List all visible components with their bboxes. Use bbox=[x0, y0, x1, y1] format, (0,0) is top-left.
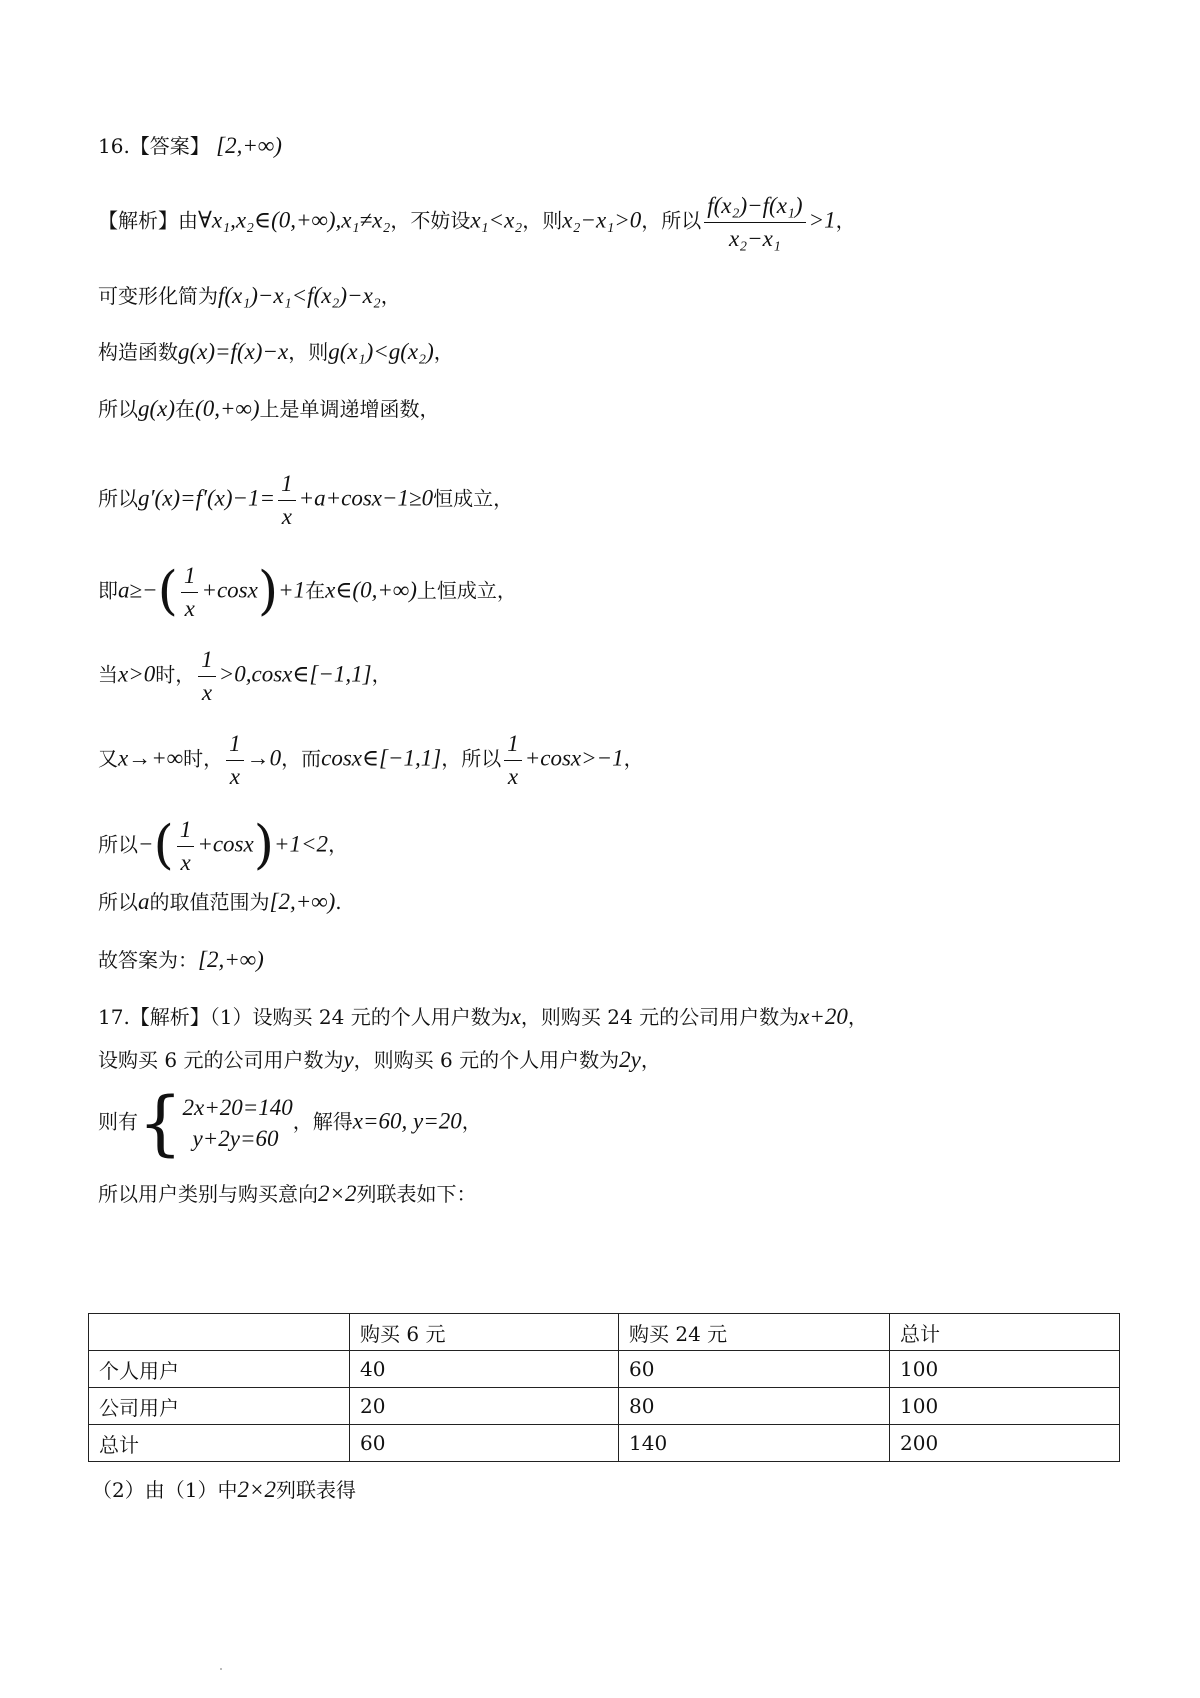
text: 所以用户类别与购买意向 bbox=[98, 1182, 318, 1206]
math-expr: (0,+∞) bbox=[195, 396, 260, 421]
fraction-denominator: x bbox=[507, 763, 519, 789]
text: ， bbox=[461, 1109, 482, 1134]
math-var: y bbox=[343, 1047, 354, 1072]
text: ， bbox=[328, 832, 349, 857]
text: 可变形化简为 bbox=[98, 284, 218, 308]
text: ，所以 bbox=[441, 746, 502, 771]
table-cell: 200 bbox=[890, 1425, 1120, 1462]
equations bbox=[183, 1092, 293, 1154]
q16-analysis-line-9 bbox=[98, 816, 348, 876]
fraction-denominator: x bbox=[229, 763, 240, 789]
q16-analysis-line-3 bbox=[98, 338, 454, 366]
text: . bbox=[335, 890, 342, 914]
math-expr: cosx∈[−1,1] bbox=[321, 745, 442, 771]
equation-1: 2x+20=140 bbox=[182, 1095, 293, 1120]
math-expr: 2×2 bbox=[318, 1181, 357, 1206]
text: 所以 bbox=[98, 397, 138, 421]
table-cell: 100 bbox=[890, 1351, 1120, 1388]
q16-analysis-line-5 bbox=[98, 470, 513, 530]
text: ， bbox=[371, 662, 392, 687]
fraction-denominator: x₂−x₁ bbox=[728, 225, 781, 251]
table-cell: 个人用户 bbox=[89, 1351, 350, 1388]
fraction-numerator: 1 bbox=[198, 646, 216, 677]
math-expr: +1<2 bbox=[274, 831, 329, 857]
math-expr: x→+∞ bbox=[118, 745, 184, 771]
text: ，则购买 24 元的公司用户数为 bbox=[520, 1005, 800, 1029]
math-expr: >0,cosx∈[−1,1] bbox=[218, 661, 372, 687]
text: ， bbox=[623, 746, 644, 771]
table-cell: 购买 6 元 bbox=[350, 1314, 619, 1351]
math-expr: x+20 bbox=[799, 1004, 848, 1029]
table-cell: 公司用户 bbox=[89, 1388, 350, 1425]
text: 所以 bbox=[98, 486, 138, 511]
fraction-denominator: x bbox=[180, 849, 191, 875]
table-row bbox=[89, 1425, 1120, 1462]
math-expr: x>0 bbox=[118, 661, 156, 687]
text: 列联表得 bbox=[275, 1478, 356, 1502]
table-cell: 总计 bbox=[89, 1425, 350, 1462]
text: 则有 bbox=[98, 1109, 138, 1134]
q16-analysis-line-10 bbox=[98, 888, 342, 916]
math-expr: g(x₁)<g(x₂) bbox=[328, 339, 434, 364]
text: 在 bbox=[305, 578, 326, 603]
text: 时， bbox=[155, 662, 196, 687]
left-brace: { bbox=[138, 1082, 183, 1165]
text: 设购买 6 元的公司用户数为 bbox=[98, 1048, 344, 1072]
text: 当 bbox=[98, 662, 118, 687]
fraction-numerator: 1 bbox=[226, 730, 244, 761]
table-row bbox=[89, 1351, 1120, 1388]
table-cell: 60 bbox=[619, 1351, 890, 1388]
q16-answer-label: 16.【答案】 bbox=[98, 134, 210, 158]
text: ，则 bbox=[522, 208, 563, 233]
fraction-numerator: 1 bbox=[504, 730, 522, 761]
solution: x=60, y=20 bbox=[352, 1108, 462, 1134]
q16-analysis-line-4 bbox=[98, 395, 440, 423]
math-expr: g(x) bbox=[138, 396, 176, 421]
fraction bbox=[704, 192, 805, 252]
table-cell: 80 bbox=[619, 1388, 890, 1425]
math-expr: x₂−x₁>0 bbox=[562, 207, 642, 233]
math-expr: >1 bbox=[808, 207, 836, 233]
table-header-row bbox=[89, 1314, 1120, 1351]
fraction-numerator: f(x₂)−f(x₁) bbox=[704, 192, 805, 223]
text: 上是单调递增函数， bbox=[259, 397, 440, 421]
math-expr: ∀x₁,x₂∈(0,+∞),x₁≠x₂ bbox=[198, 207, 391, 233]
math-expr: →0 bbox=[246, 745, 282, 771]
text: ，不妨设 bbox=[390, 208, 471, 233]
math-expr: +cosx bbox=[201, 577, 258, 603]
math-expr: a bbox=[138, 889, 150, 914]
left-paren: ( bbox=[153, 815, 174, 876]
fraction-denominator: x bbox=[184, 595, 195, 621]
math-expr: x₁<x₂ bbox=[470, 207, 523, 233]
fraction bbox=[181, 562, 199, 622]
left-paren: ( bbox=[157, 561, 178, 622]
text: ，所以 bbox=[641, 208, 702, 233]
text: 构造函数 bbox=[98, 340, 178, 364]
text: 列联表如下： bbox=[356, 1182, 477, 1206]
fraction bbox=[226, 730, 244, 790]
fraction bbox=[504, 730, 522, 790]
q16-answer-line bbox=[98, 132, 282, 160]
q16-analysis-line-6 bbox=[98, 562, 517, 622]
text: ， bbox=[433, 340, 454, 364]
text: 故答案为： bbox=[98, 948, 198, 972]
math-expr: [2,+∞) bbox=[198, 947, 264, 972]
text: 在 bbox=[175, 397, 196, 421]
q16-final-answer bbox=[98, 946, 264, 974]
text: （2）由（1）中 bbox=[92, 1478, 238, 1502]
math-expr: f(x₁)−x₁<f(x₂)−x₂ bbox=[218, 283, 381, 308]
math-expr: g(x)=f(x)−x bbox=[178, 339, 289, 364]
table-cell: 140 bbox=[619, 1425, 890, 1462]
text: 上恒成立， bbox=[416, 578, 517, 603]
right-paren: ) bbox=[253, 815, 275, 876]
fraction bbox=[198, 646, 216, 706]
fraction-denominator: x bbox=[201, 679, 213, 705]
q16-analysis-line-2 bbox=[98, 282, 401, 310]
q16-analysis-line-8 bbox=[98, 730, 644, 790]
text: 又 bbox=[98, 746, 118, 771]
table-row bbox=[89, 1388, 1120, 1425]
math-var: x bbox=[510, 1004, 521, 1029]
text: ， bbox=[640, 1048, 661, 1072]
equation-2: y+2y=60 bbox=[192, 1126, 279, 1152]
text: 的取值范围为 bbox=[149, 890, 270, 914]
math-expr: x∈(0,+∞) bbox=[325, 577, 417, 603]
text: ， bbox=[380, 284, 401, 308]
fraction bbox=[278, 470, 296, 530]
text: ，解得 bbox=[292, 1109, 353, 1134]
text: ， bbox=[835, 208, 856, 233]
table-cell: 60 bbox=[350, 1425, 619, 1462]
table-cell: 购买 24 元 bbox=[619, 1314, 890, 1351]
fraction bbox=[177, 816, 195, 876]
math-expr: +cosx bbox=[197, 831, 254, 857]
q17-line-1 bbox=[98, 1003, 868, 1031]
table-cell: 总计 bbox=[890, 1314, 1120, 1351]
math-expr: − bbox=[138, 831, 154, 857]
text: ，则 bbox=[288, 340, 329, 364]
math-expr: +1 bbox=[278, 577, 306, 603]
text: ， bbox=[847, 1005, 868, 1029]
contingency-table bbox=[88, 1313, 1120, 1462]
fraction-numerator: 1 bbox=[181, 562, 199, 593]
q16-analysis-line-7 bbox=[98, 646, 392, 706]
q17-line-2 bbox=[98, 1046, 661, 1074]
table-cell: 40 bbox=[350, 1351, 619, 1388]
text: ，而 bbox=[281, 746, 322, 771]
text: 【解析】由 bbox=[98, 208, 198, 233]
table-cell: 100 bbox=[890, 1388, 1120, 1425]
text: 时， bbox=[183, 746, 224, 771]
text: 所以 bbox=[98, 890, 138, 914]
page-mark bbox=[220, 1668, 222, 1670]
right-paren: ) bbox=[257, 561, 279, 622]
fraction-denominator: x bbox=[281, 503, 292, 529]
text: ，则购买 6 元的个人用户数为 bbox=[353, 1048, 620, 1072]
table-cell bbox=[89, 1314, 350, 1351]
fraction-numerator: 1 bbox=[177, 816, 195, 847]
math-expr: 2×2 bbox=[237, 1477, 276, 1502]
text: 即 bbox=[98, 578, 118, 603]
math-expr: [2,+∞) bbox=[269, 889, 336, 914]
math-expr: a≥− bbox=[118, 577, 158, 603]
table-cell: 20 bbox=[350, 1388, 619, 1425]
q17-part-2 bbox=[92, 1476, 356, 1504]
math-expr: g′(x)=f′(x)−1= bbox=[138, 485, 276, 511]
q16-analysis-line-1 bbox=[98, 192, 856, 252]
fraction-numerator: 1 bbox=[278, 470, 296, 501]
text: 所以 bbox=[98, 832, 138, 857]
q16-answer-value: [2,+∞) bbox=[216, 133, 282, 158]
math-expr: +cosx>−1 bbox=[524, 745, 624, 771]
q17-table-intro bbox=[98, 1180, 477, 1208]
q17-equation-system bbox=[98, 1082, 482, 1165]
text: 恒成立， bbox=[433, 486, 514, 511]
text: 17.【解析】（1）设购买 24 元的个人用户数为 bbox=[98, 1005, 511, 1029]
math-expr: +a+cosx−1≥0 bbox=[298, 485, 434, 511]
math-expr: 2y bbox=[619, 1047, 641, 1072]
